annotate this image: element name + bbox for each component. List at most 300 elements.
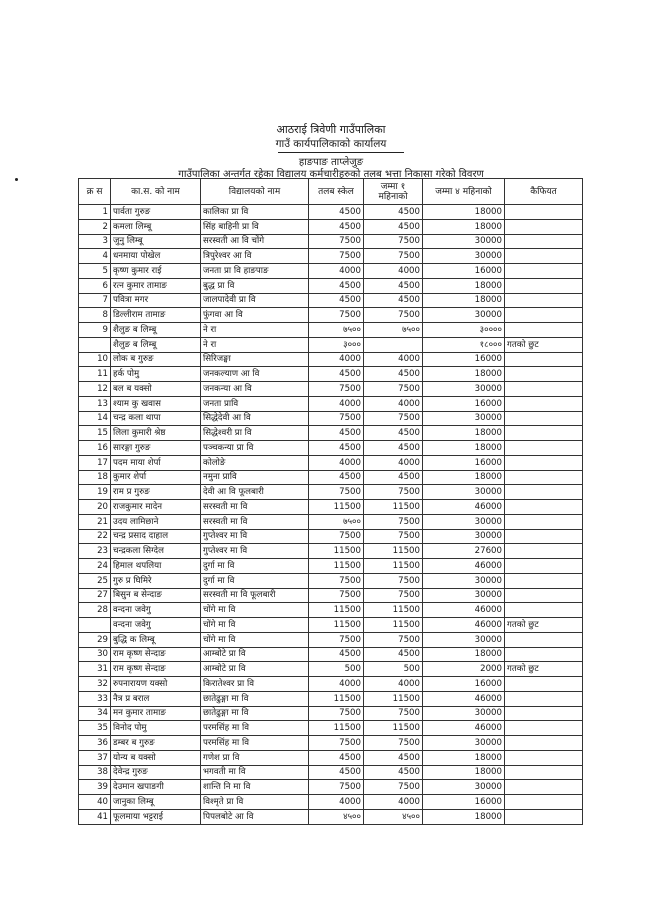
four-month-total-cell: 18000 (423, 809, 505, 824)
serial-cell: 34 (79, 706, 111, 721)
remark-cell (505, 205, 583, 220)
one-month-total-cell: 4500 (364, 470, 423, 485)
employee-name-cell: डिल्लीराम तामाङ (111, 308, 201, 323)
school-name-cell: दुर्गा मा वि (201, 573, 309, 588)
salary-scale-cell: 7500 (309, 632, 364, 647)
four-month-total-cell: 16000 (423, 352, 505, 367)
one-month-total-cell: 7500 (364, 736, 423, 751)
table-row (79, 544, 583, 559)
header-cell: जम्मा १ महिनाको (364, 179, 423, 205)
salary-scale-cell: 4500 (309, 426, 364, 441)
one-month-total-cell: 7500 (364, 382, 423, 397)
one-month-total-cell: ७५०० (364, 323, 423, 338)
header-underline (278, 152, 404, 153)
school-name-cell: पञ्चकन्या प्रा वि (201, 441, 309, 456)
employee-name-cell: हर्क पोमु (111, 367, 201, 382)
employee-name-cell: शैलुङ ब लिम्बू (111, 337, 201, 352)
serial-cell: 6 (79, 278, 111, 293)
four-month-total-cell: 30000 (423, 780, 505, 795)
serial-cell: 21 (79, 514, 111, 529)
employee-name-cell: कुमार शेर्पा (111, 470, 201, 485)
one-month-total-cell: 4500 (364, 293, 423, 308)
remark-cell (505, 382, 583, 397)
remark-cell (505, 514, 583, 529)
salary-scale-cell: 7500 (309, 249, 364, 264)
four-month-total-cell: 18000 (423, 750, 505, 765)
serial-cell: 35 (79, 721, 111, 736)
four-month-total-cell: 30000 (423, 706, 505, 721)
employee-name-cell: लिला कुमारी श्रेष्ठ (111, 426, 201, 441)
serial-cell: 18 (79, 470, 111, 485)
remark-cell (505, 809, 583, 824)
school-name-cell: सिंह बाहिनी प्रा वि (201, 219, 309, 234)
school-name-cell: किरातेश्वर प्रा वि (201, 677, 309, 692)
four-month-total-cell: 46000 (423, 603, 505, 618)
one-month-total-cell: 4000 (364, 352, 423, 367)
four-month-total-cell: 16000 (423, 795, 505, 810)
four-month-total-cell: 30000 (423, 234, 505, 249)
header-cell: कैफियत (505, 179, 583, 205)
serial-cell: 12 (79, 382, 111, 397)
one-month-total-cell: 4000 (364, 396, 423, 411)
four-month-total-cell: 30000 (423, 382, 505, 397)
school-name-cell: सरस्वती मा वि फूलबारी (201, 588, 309, 603)
four-month-total-cell: 30000 (423, 529, 505, 544)
school-name-cell: दुर्गा मा वि (201, 559, 309, 574)
remark-cell (505, 632, 583, 647)
table-row (79, 249, 583, 264)
school-name-cell: चोंगे मा वि (201, 632, 309, 647)
table-row (79, 677, 583, 692)
one-month-total-cell: 4500 (364, 765, 423, 780)
four-month-total-cell: 46000 (423, 721, 505, 736)
serial-cell: 41 (79, 809, 111, 824)
serial-cell: 36 (79, 736, 111, 751)
table-row (79, 382, 583, 397)
remark-cell (505, 485, 583, 500)
employee-name-cell: गुरु प्र घिमिरे (111, 573, 201, 588)
school-name-cell: भगवती मा वि (201, 765, 309, 780)
one-month-total-cell: 4500 (364, 441, 423, 456)
four-month-total-cell: 18000 (423, 441, 505, 456)
salary-scale-cell: 7500 (309, 588, 364, 603)
employee-name-cell: धनमाया पोखेल (111, 249, 201, 264)
serial-cell: 7 (79, 293, 111, 308)
school-name-cell: नमुना प्रावि (201, 470, 309, 485)
table-row (79, 706, 583, 721)
table-row (79, 219, 583, 234)
salary-scale-cell: 4000 (309, 795, 364, 810)
one-month-total-cell: 7500 (364, 573, 423, 588)
employee-name-cell: चन्द्र प्रसाद दाहाल (111, 529, 201, 544)
serial-cell: 29 (79, 632, 111, 647)
serial-cell: 23 (79, 544, 111, 559)
table-row (79, 691, 583, 706)
one-month-total-cell: 500 (364, 662, 423, 677)
remark-cell (505, 529, 583, 544)
employee-name-cell: बल ब यक्सो (111, 382, 201, 397)
salary-scale-cell: 7500 (309, 234, 364, 249)
serial-cell: 37 (79, 750, 111, 765)
remark-cell (505, 396, 583, 411)
employee-name-cell: देवेन्द्र गुरुङ (111, 765, 201, 780)
office-name: गाउँ कार्यपालिकाको कार्यालय (275, 138, 387, 150)
school-name-cell: छातेढुङ्गा मा वि (201, 691, 309, 706)
employee-name-cell: पदम माया शेर्पा (111, 455, 201, 470)
remark-cell (505, 308, 583, 323)
municipality-name: आठराई त्रिवेणी गाउँपालिका (276, 123, 386, 136)
one-month-total-cell: 11500 (364, 603, 423, 618)
one-month-total-cell: 7500 (364, 411, 423, 426)
serial-cell: 1 (79, 205, 111, 220)
school-name-cell: विश्मृते प्रा वि (201, 795, 309, 810)
school-name-cell: जनकल्याण आ वि (201, 367, 309, 382)
employee-name-cell: उदय लामिछाने (111, 514, 201, 529)
school-name-cell: शान्ति नि मा वि (201, 780, 309, 795)
table-row (79, 411, 583, 426)
salary-scale-cell: 4500 (309, 750, 364, 765)
four-month-total-cell: 46000 (423, 500, 505, 515)
table-row (79, 736, 583, 751)
table-row (79, 205, 583, 220)
remark-cell (505, 691, 583, 706)
four-month-total-cell: 16000 (423, 455, 505, 470)
table-row (79, 559, 583, 574)
header-cell: विद्यालयको नाम (201, 179, 309, 205)
serial-cell: 30 (79, 647, 111, 662)
four-month-total-cell: 46000 (423, 618, 505, 633)
one-month-total-cell: ४५०० (364, 809, 423, 824)
salary-scale-cell: 7500 (309, 411, 364, 426)
serial-cell: 20 (79, 500, 111, 515)
salary-scale-cell: 4000 (309, 352, 364, 367)
table-body (79, 205, 583, 825)
margin-dot (15, 178, 18, 181)
school-name-cell: बुद्ध प्रा वि (201, 278, 309, 293)
salary-scale-cell: 11500 (309, 691, 364, 706)
table-row (79, 367, 583, 382)
table-row (79, 264, 583, 279)
serial-cell: 15 (79, 426, 111, 441)
school-name-cell: गुप्तेश्वर मा वि (201, 544, 309, 559)
salary-scale-cell: 4000 (309, 677, 364, 692)
table-row (79, 441, 583, 456)
remark-cell (505, 500, 583, 515)
salary-scale-cell: 11500 (309, 559, 364, 574)
remark-cell (505, 780, 583, 795)
salary-scale-cell: 7500 (309, 706, 364, 721)
salary-scale-cell: ७५०० (309, 514, 364, 529)
employee-name-cell: कमला लिम्बू (111, 219, 201, 234)
table-row (79, 352, 583, 367)
one-month-total-cell: 4000 (364, 455, 423, 470)
employee-name-cell: जुनु लिम्बू (111, 234, 201, 249)
one-month-total-cell: 4000 (364, 677, 423, 692)
salary-scale-cell: 4500 (309, 205, 364, 220)
salary-scale-cell: 11500 (309, 721, 364, 736)
remark-cell (505, 765, 583, 780)
one-month-total-cell: 7500 (364, 249, 423, 264)
remark-cell (505, 219, 583, 234)
four-month-total-cell: 30000 (423, 632, 505, 647)
remark-cell (505, 736, 583, 751)
one-month-total-cell: 7500 (364, 588, 423, 603)
table-row (79, 278, 583, 293)
four-month-total-cell: 18000 (423, 205, 505, 220)
one-month-total-cell: 4500 (364, 426, 423, 441)
serial-cell: 4 (79, 249, 111, 264)
table-row (79, 573, 583, 588)
four-month-total-cell: 30000 (423, 573, 505, 588)
employee-name-cell: शैलुङ ब लिम्बू (111, 323, 201, 338)
four-month-total-cell: ३०००० (423, 323, 505, 338)
remark-cell: गतको छुट (505, 618, 583, 633)
school-name-cell: सरस्वती आ वि चोंगे (201, 234, 309, 249)
serial-cell: 31 (79, 662, 111, 677)
employee-name-cell: रत्न कुमार तामाङ (111, 278, 201, 293)
salary-scale-cell: ७५०० (309, 323, 364, 338)
serial-cell: 11 (79, 367, 111, 382)
salary-table (78, 178, 583, 825)
salary-scale-cell: 4500 (309, 441, 364, 456)
salary-scale-cell: ४५०० (309, 809, 364, 824)
salary-scale-cell: 4500 (309, 219, 364, 234)
remark-cell (505, 721, 583, 736)
four-month-total-cell: 16000 (423, 396, 505, 411)
table-row (79, 529, 583, 544)
employee-name-cell: कृष्ण कुमार राई (111, 264, 201, 279)
serial-cell: 32 (79, 677, 111, 692)
one-month-total-cell: 7500 (364, 780, 423, 795)
serial-cell: 13 (79, 396, 111, 411)
header-cell: क्र स (79, 179, 111, 205)
employee-name-cell: फूलमाया भट्टराई (111, 809, 201, 824)
salary-scale-cell: 4000 (309, 264, 364, 279)
table-row (79, 618, 583, 633)
employee-name-cell: विनोद पोमु (111, 721, 201, 736)
employee-name-cell: नैत्र प्र बराल (111, 691, 201, 706)
table-row (79, 662, 583, 677)
one-month-total-cell: 11500 (364, 721, 423, 736)
school-name-cell: जनकन्या आ वि (201, 382, 309, 397)
office-location: हाङपाङ ताप्लेजुङ (298, 157, 364, 168)
four-month-total-cell: 30000 (423, 485, 505, 500)
table-row (79, 396, 583, 411)
one-month-total-cell: 11500 (364, 618, 423, 633)
four-month-total-cell: 30000 (423, 249, 505, 264)
salary-scale-cell: 4500 (309, 293, 364, 308)
four-month-total-cell: 30000 (423, 411, 505, 426)
table-row (79, 809, 583, 824)
remark-cell (505, 352, 583, 367)
one-month-total-cell: 11500 (364, 559, 423, 574)
table-row (79, 323, 583, 338)
school-name-cell: जनता प्रावि (201, 396, 309, 411)
one-month-total-cell: 7500 (364, 706, 423, 721)
table-row (79, 470, 583, 485)
table-row (79, 337, 583, 352)
one-month-total-cell: 7500 (364, 514, 423, 529)
salary-scale-cell: 4500 (309, 278, 364, 293)
table-row (79, 485, 583, 500)
employee-name-cell: पार्वता गुरुङ (111, 205, 201, 220)
table-row (79, 234, 583, 249)
employee-name-cell: बिसुन ब सेन्दाङ (111, 588, 201, 603)
school-name-cell: गणेश प्रा वि (201, 750, 309, 765)
four-month-total-cell: 18000 (423, 367, 505, 382)
table-row (79, 632, 583, 647)
serial-cell (79, 618, 111, 633)
four-month-total-cell: 30000 (423, 736, 505, 751)
remark-cell (505, 559, 583, 574)
salary-scale-cell: 11500 (309, 603, 364, 618)
remark-cell (505, 278, 583, 293)
four-month-total-cell: 18000 (423, 293, 505, 308)
one-month-total-cell: 7500 (364, 308, 423, 323)
serial-cell: 3 (79, 234, 111, 249)
salary-scale-cell: 11500 (309, 500, 364, 515)
serial-cell (79, 337, 111, 352)
school-name-cell: जालपादेवी प्रा वि (201, 293, 309, 308)
school-name-cell: परमसिंह मा वि (201, 736, 309, 751)
four-month-total-cell: 30000 (423, 588, 505, 603)
remark-cell (505, 573, 583, 588)
header-cell: का.स. को नाम (111, 179, 201, 205)
employee-name-cell: रुपनारायण यक्सो (111, 677, 201, 692)
serial-cell: 27 (79, 588, 111, 603)
four-month-total-cell: 18000 (423, 470, 505, 485)
four-month-total-cell: 18000 (423, 219, 505, 234)
four-month-total-cell: 46000 (423, 691, 505, 706)
header-cell: तलब स्केल (309, 179, 364, 205)
one-month-total-cell: 11500 (364, 544, 423, 559)
remark-cell (505, 588, 583, 603)
one-month-total-cell: 4500 (364, 750, 423, 765)
four-month-total-cell: 16000 (423, 677, 505, 692)
four-month-total-cell: 16000 (423, 264, 505, 279)
salary-scale-cell: 7500 (309, 382, 364, 397)
employee-name-cell: डम्बर ब गुरुङ (111, 736, 201, 751)
salary-scale-cell: 7500 (309, 736, 364, 751)
one-month-total-cell: 11500 (364, 691, 423, 706)
school-name-cell: सिद्धेश्वरी प्रा वि (201, 426, 309, 441)
serial-cell: 25 (79, 573, 111, 588)
school-name-cell: सिरिजङ्घा (201, 352, 309, 367)
table-row (79, 795, 583, 810)
remark-cell (505, 249, 583, 264)
employee-name-cell: राम कृष्ण सेन्दाङ (111, 647, 201, 662)
serial-cell: 14 (79, 411, 111, 426)
one-month-total-cell: 7500 (364, 529, 423, 544)
four-month-total-cell: 2000 (423, 662, 505, 677)
salary-scale-cell: 500 (309, 662, 364, 677)
school-name-cell: कोलोङे (201, 455, 309, 470)
one-month-total-cell: 4500 (364, 647, 423, 662)
salary-scale-cell: ३००० (309, 337, 364, 352)
employee-name-cell: राजकुमार मादेन (111, 500, 201, 515)
employee-name-cell: चन्द्रकला सिग्देल (111, 544, 201, 559)
four-month-total-cell: 18000 (423, 647, 505, 662)
salary-scale-cell: 7500 (309, 780, 364, 795)
salary-scale-cell: 11500 (309, 618, 364, 633)
employee-name-cell: राम प्र गुरुङ (111, 485, 201, 500)
school-name-cell: फुंगवा आ वि (201, 308, 309, 323)
serial-cell: 39 (79, 780, 111, 795)
one-month-total-cell: 7500 (364, 234, 423, 249)
salary-scale-cell: 7500 (309, 573, 364, 588)
one-month-total-cell: 4500 (364, 278, 423, 293)
table-row (79, 765, 583, 780)
remark-cell (505, 264, 583, 279)
four-month-total-cell: 18000 (423, 765, 505, 780)
serial-cell: 28 (79, 603, 111, 618)
four-month-total-cell: १८००० (423, 337, 505, 352)
table-row (79, 750, 583, 765)
school-name-cell: छातेढुङ्गा मा वि (201, 706, 309, 721)
table-row (79, 500, 583, 515)
school-name-cell: चोंगे मा वि (201, 603, 309, 618)
remark-cell (505, 323, 583, 338)
table-row (79, 293, 583, 308)
salary-scale-cell: 4500 (309, 367, 364, 382)
school-name-cell: चोंगे मा वि (201, 618, 309, 633)
four-month-total-cell: 30000 (423, 514, 505, 529)
salary-scale-cell: 4000 (309, 455, 364, 470)
remark-cell: गतको छुट (505, 337, 583, 352)
employee-name-cell: राम कृष्ण सेन्दाङ (111, 662, 201, 677)
four-month-total-cell: 18000 (423, 278, 505, 293)
school-name-cell: ने रा (201, 323, 309, 338)
serial-cell: 33 (79, 691, 111, 706)
salary-scale-cell: 4500 (309, 470, 364, 485)
employee-name-cell: वन्दना जवेगु (111, 618, 201, 633)
salary-scale-cell: 7500 (309, 529, 364, 544)
employee-name-cell: वन्दना जवेगु (111, 603, 201, 618)
one-month-total-cell: 4000 (364, 795, 423, 810)
serial-cell: 40 (79, 795, 111, 810)
one-month-total-cell: 4000 (364, 264, 423, 279)
employee-name-cell: बुद्धि क लिम्बू (111, 632, 201, 647)
one-month-total-cell: 7500 (364, 632, 423, 647)
four-month-total-cell: 18000 (423, 426, 505, 441)
school-name-cell: आम्बोटे प्रा वि (201, 647, 309, 662)
serial-cell: 19 (79, 485, 111, 500)
school-name-cell: त्रिपुरेश्वर आ वि (201, 249, 309, 264)
remark-cell: गतको छुट (505, 662, 583, 677)
serial-cell: 5 (79, 264, 111, 279)
school-name-cell: गुप्तेश्वर मा वि (201, 529, 309, 544)
remark-cell (505, 367, 583, 382)
remark-cell (505, 795, 583, 810)
salary-scale-cell: 7500 (309, 485, 364, 500)
table-row (79, 647, 583, 662)
school-name-cell: पिपलबोटे आ वि (201, 809, 309, 824)
school-name-cell: परमसिंह मा वि (201, 721, 309, 736)
one-month-total-cell: 7500 (364, 485, 423, 500)
table-row (79, 514, 583, 529)
employee-name-cell: जानुका लिम्बू (111, 795, 201, 810)
four-month-total-cell: 30000 (423, 308, 505, 323)
school-name-cell: आम्बोटे प्रा वि (201, 662, 309, 677)
employee-name-cell: चन्द्र कला थापा (111, 411, 201, 426)
serial-cell: 16 (79, 441, 111, 456)
salary-scale-cell: 7500 (309, 308, 364, 323)
school-name-cell: ने रा (201, 337, 309, 352)
school-name-cell: देवी आ वि फूलबारी (201, 485, 309, 500)
table-header-row (79, 179, 583, 205)
serial-cell: 8 (79, 308, 111, 323)
salary-scale-cell: 4500 (309, 765, 364, 780)
